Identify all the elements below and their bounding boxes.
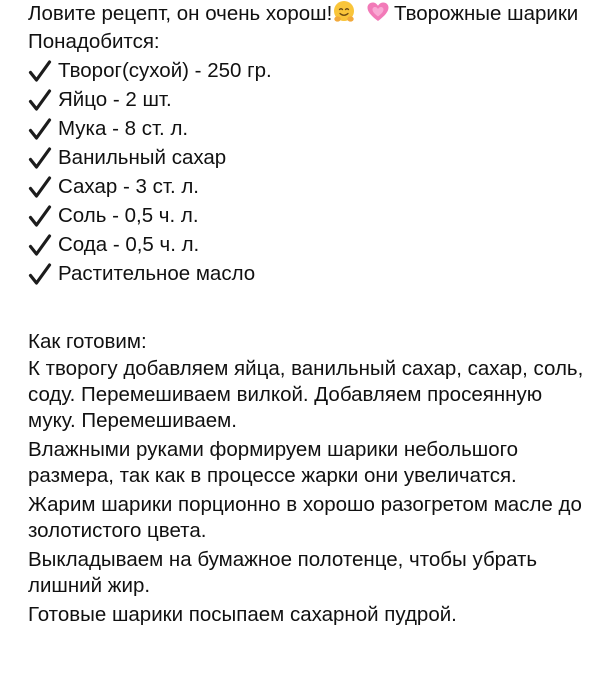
ingredient-text: Мука - 8 ст. л. — [58, 117, 189, 140]
paragraph-spacer — [28, 288, 588, 327]
ingredient-text: Творог(сухой) - 250 гр. — [58, 59, 272, 82]
method-step: К творогу добавляем яйца, ванильный сахар, сахар, соль, соду. Перемешиваем вилкой. Добавляем просеянную муку. Перемешиваем. — [28, 357, 584, 432]
ingredient-item — [28, 114, 588, 143]
check-mark-icon — [28, 59, 52, 83]
method-step: Влажными руками формируем шарики небольшого размера, так как в процессе жарки они увеличатся. — [28, 438, 519, 487]
check-mark-icon — [28, 204, 52, 228]
ingredient-text: Соль - 0,5 ч. л. — [58, 204, 199, 227]
method-step: Жарим шарики порционно в хорошо разогретом масле до золотистого цвета. — [28, 493, 582, 542]
ingredient-item — [28, 259, 588, 288]
method-step: Готовые шарики посыпаем сахарной пудрой. — [28, 603, 457, 626]
check-mark-icon — [28, 262, 52, 286]
ingredient-item — [28, 56, 588, 85]
check-mark-icon — [28, 146, 52, 170]
ingredient-text: Сода - 0,5 ч. л. — [58, 233, 200, 256]
ingredient-item — [28, 143, 588, 172]
ingredient-item — [28, 85, 588, 114]
check-mark-icon — [28, 233, 52, 257]
ingredient-item — [28, 201, 588, 230]
check-mark-icon — [28, 117, 52, 141]
check-mark-icon — [28, 175, 52, 199]
ingredients-heading: Понадобится: — [28, 30, 160, 53]
hugging-face-icon — [332, 0, 356, 24]
recipe-post — [28, 0, 588, 631]
ingredient-text: Растительное масло — [58, 262, 256, 285]
ingredient-text: Яйцо - 2 шт. — [58, 88, 172, 111]
ingredient-text: Сахар - 3 ст. л. — [58, 175, 199, 198]
method-steps — [28, 356, 588, 628]
recipe-title: Творожные шарики — [394, 2, 579, 25]
check-mark-icon — [28, 88, 52, 112]
ingredient-item — [28, 172, 588, 201]
intro-line — [28, 0, 588, 27]
method-heading: Как готовим: — [28, 330, 147, 353]
intro-text: Ловите рецепт, он очень хорош! — [28, 2, 333, 25]
ingredient-item — [28, 230, 588, 259]
growing-heart-icon — [366, 0, 390, 24]
ingredients-list — [28, 56, 588, 288]
method-step: Выкладываем на бумажное полотенце, чтобы убрать лишний жир. — [28, 548, 538, 597]
ingredient-text: Ванильный сахар — [58, 146, 227, 169]
